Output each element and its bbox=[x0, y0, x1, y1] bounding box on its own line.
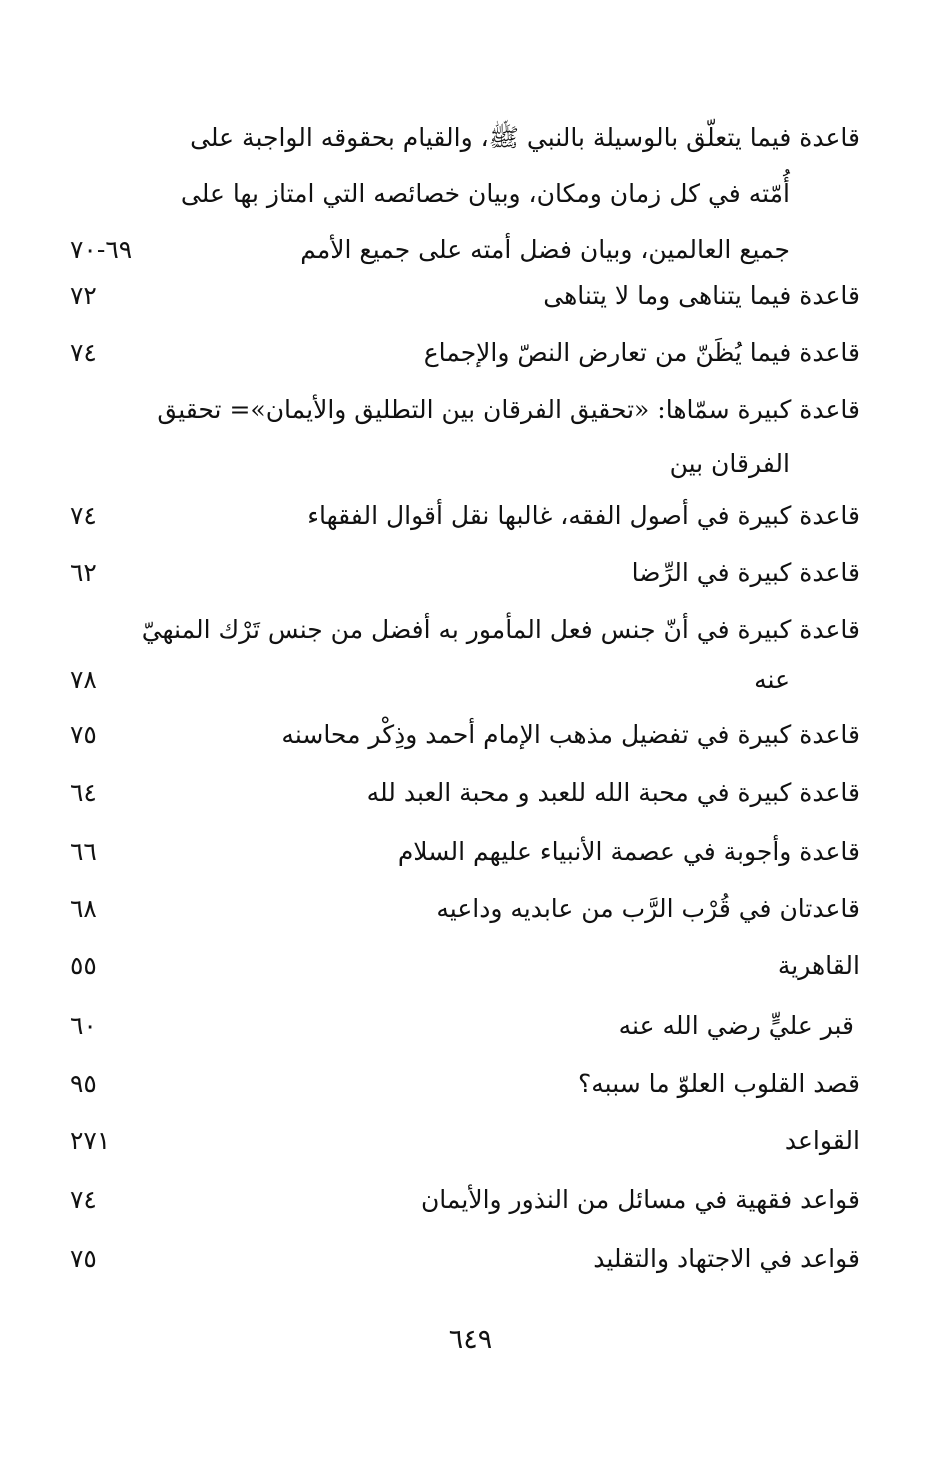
entry-line: أُمّته في كل زمان ومكان، وبيان خصائصه التي امتاز بها على bbox=[180, 179, 790, 208]
entry-line: القاهرية bbox=[777, 951, 860, 980]
entry-line: قاعدة كبيرة في تفضيل مذهب الإمام أحمد وذِكْر محاسنه bbox=[281, 720, 860, 749]
entry-page-number: ٦٤ bbox=[70, 778, 97, 807]
entry-page-number: ٩٥ bbox=[70, 1069, 97, 1098]
entry-page-number: ٢٧١ bbox=[70, 1126, 111, 1155]
entry-line: قصد القلوب العلوّ ما سببه؟ bbox=[577, 1069, 860, 1098]
entry-line: قاعدة كبيرة في محبة الله للعبد و محبة العبد لله bbox=[366, 778, 860, 807]
entry-line: قاعدتان في قُرْب الرَّب من عابديه وداعيه bbox=[436, 894, 860, 923]
entry-line: قاعدة كبيرة سمّاها: «تحقيق الفرقان بين التطليق والأيمان»= تحقيق bbox=[157, 395, 860, 424]
entry-line: قاعدة فيما يُظَنّ من تعارض النصّ والإجماع bbox=[423, 338, 860, 367]
entry-page-number: ٧٨ bbox=[70, 665, 97, 694]
entry-page-number: ٧٤ bbox=[70, 338, 97, 367]
entry-line: الفرقان بين bbox=[669, 449, 790, 478]
entry-page-number: ٧٥ bbox=[70, 1244, 97, 1273]
entry-page-number: ٦٩-٧٠ bbox=[70, 235, 133, 264]
entry-page-number: ٦٢ bbox=[70, 558, 97, 587]
entry-line: قاعدة كبيرة في الرِّضا bbox=[631, 558, 860, 587]
entry-line: قاعدة فيما يتعلّق بالوسيلة بالنبي ﷺ، والقيام بحقوقه الواجبة على bbox=[190, 123, 860, 152]
entry-line: قاعدة وأجوبة في عصمة الأنبياء عليهم السلام bbox=[397, 837, 860, 866]
entry-line: قواعد فقهية في مسائل من النذور والأيمان bbox=[420, 1185, 860, 1214]
entry-page-number: ٦٨ bbox=[70, 894, 97, 923]
entry-page-number: ٥٥ bbox=[70, 951, 97, 980]
entry-page-number: ٧٤ bbox=[70, 501, 97, 530]
entry-line: قاعدة كبيرة في أصول الفقه، غالبها نقل أقوال الفقهاء bbox=[307, 501, 860, 530]
entry-line: قبر عليٍّ رضي الله عنه bbox=[618, 1011, 854, 1040]
page-number: ٦٤٩ bbox=[448, 1324, 493, 1355]
entry-line: قواعد في الاجتهاد والتقليد bbox=[593, 1244, 860, 1273]
entry-page-number: ٧٢ bbox=[70, 281, 97, 310]
entry-page-number: ٦٠ bbox=[70, 1011, 97, 1040]
entry-line: عنه bbox=[754, 665, 790, 694]
entry-page-number: ٧٥ bbox=[70, 720, 97, 749]
entry-line: القواعد bbox=[784, 1126, 860, 1155]
entry-line: قاعدة فيما يتناهى وما لا يتناهى bbox=[543, 281, 860, 310]
entry-line: قاعدة كبيرة في أنّ جنس فعل المأمور به أفضل من جنس تَرْك المنهيّ bbox=[141, 615, 860, 644]
entry-page-number: ٧٤ bbox=[70, 1185, 97, 1214]
entry-page-number bbox=[40, 436, 170, 492]
entry-page-number: ٦٦ bbox=[70, 837, 97, 866]
entry-line: جميع العالمين، وبيان فضل أمته على جميع الأمم bbox=[300, 235, 790, 264]
